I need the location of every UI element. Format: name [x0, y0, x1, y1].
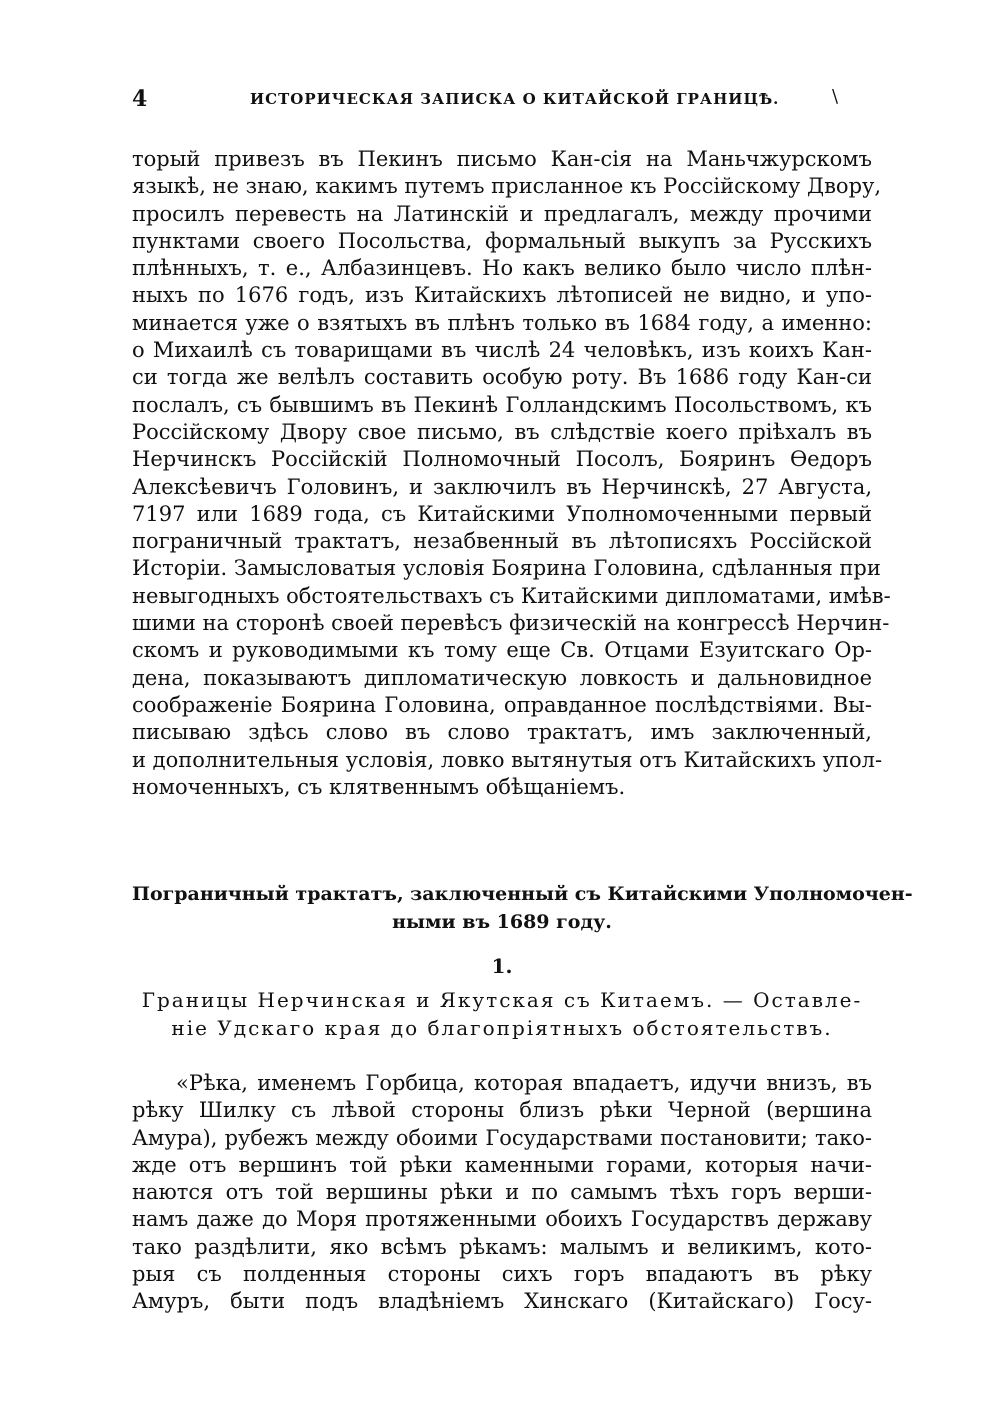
text-line: дена, показываютъ дипломатическую ловкость и дальновидное — [132, 665, 872, 690]
heading-line: ными въ 1689 году. — [392, 911, 612, 933]
text-line: номоченныхъ, съ клятвеннымъ обѣщаніемъ. — [132, 774, 626, 799]
page-number: 4 — [132, 86, 148, 112]
heading-line: Границы Нерчинская и Якутская съ Китаемъ. — Оставле- — [141, 988, 863, 1012]
text-line: шими на сторонѣ своей перевѣсъ физическій на конгрессѣ Нерчин- — [132, 611, 890, 636]
text-line: рыя съ полденныя стороны сихъ горъ впадаютъ въ рѣку — [132, 1262, 872, 1287]
paragraph-history — [132, 146, 891, 801]
heading-line: ніе Удскаго края до благопріятныхъ обстоятельствъ. — [171, 1016, 833, 1040]
text-line: тако раздѣлити, яко всѣмъ рѣкамъ: малымъ и великимъ, кото- — [132, 1234, 872, 1259]
text-line: Амура), рубежъ между обоими Государствами постановити; тако- — [132, 1125, 872, 1150]
text-line: наются отъ той вершины рѣки и по самымъ тѣхъ горъ верши- — [132, 1180, 872, 1205]
text-line: невыгодныхъ обстоятельствахъ съ Китайскими дипломатами, имѣв- — [132, 583, 891, 608]
text-line: торый привезъ въ Пекинъ письмо Кан-сія на Маньчжурскомъ — [132, 147, 872, 171]
text-line: Амуръ, быти подъ владѣніемъ Хинскаго (Китайскаго) Госу- — [132, 1289, 872, 1314]
text-line: «Рѣка, именемъ Горбица, которая впадаетъ, идучи внизъ, въ — [176, 1071, 872, 1095]
text-line: ныхъ по 1676 годъ, изъ Китайскихъ лѣтописей не видно, и упо- — [132, 283, 872, 308]
text-line: и дополнительныя условія, ловко вытянутыя отъ Китайскихъ упол- — [132, 747, 883, 772]
text-line: соображеніе Боярина Головина, оправданное послѣдствіями. Вы- — [132, 692, 872, 717]
text-line: писываю здѣсь слово въ слово трактатъ, имъ заключенный, — [132, 720, 872, 745]
paragraph-treaty-text — [132, 1070, 872, 1316]
text-line: языкѣ, не знаю, какимъ путемъ присланное къ Россійскому Двору, — [132, 174, 882, 199]
header-title: ИСТОРИЧЕСКАЯ ЗАПИСКА О КИТАЙСКОЙ ГРАНИЦѢ. — [250, 90, 780, 108]
text-line: жде отъ вершинъ той рѣки каменными горами, которыя начи- — [132, 1152, 872, 1177]
text-line: намъ даже до Моря протяженными обоихъ Государствъ державу — [132, 1207, 872, 1232]
text-line: 7197 или 1689 года, съ Китайскими Уполномоченными первый — [132, 501, 872, 526]
text-line: о Михаилѣ съ товарищами въ числѣ 24 человѣкъ, изъ коихъ Кан- — [132, 338, 872, 363]
text-line: плѣнныхъ, т. е., Албазинцевъ. Но какъ велико было число плѣн- — [132, 256, 872, 281]
article-heading — [132, 986, 872, 1042]
text-line: послалъ, съ бывшимъ въ Пекинѣ Голландскимъ Посольствомъ, къ — [132, 392, 872, 417]
heading-line: Пограничный трактатъ, заключенный съ Китайскими Уполномочен- — [132, 883, 913, 905]
text-line: просилъ перевесть на Латинскій и предлагалъ, между прочими — [132, 201, 872, 226]
text-line: пунктами своего Посольства, формальный выкупъ за Русскихъ — [132, 228, 872, 253]
text-line: Нерчинскъ Россійскій Полномочный Посолъ, Бояринъ Ѳедоръ — [132, 447, 872, 472]
stray-mark: \ — [832, 86, 839, 107]
text-line: Исторіи. Замысловатыя условія Боярина Головина, сдѣланныя при — [132, 556, 881, 581]
text-line: Россійскому Двору свое письмо, въ слѣдствіе коего пріѣхалъ въ — [132, 419, 872, 444]
treaty-heading — [132, 880, 913, 936]
running-head — [132, 86, 872, 114]
text-line: рѣку Шилку съ лѣвой стороны близъ рѣки Черной (вершина — [132, 1098, 872, 1123]
article-number: 1. — [491, 954, 513, 978]
text-line: Алексѣевичъ Головинъ, и заключилъ въ Нерчинскѣ, 27 Августа, — [132, 474, 872, 499]
text-line: пограничный трактатъ, незабвенный въ лѣтописяхъ Россійской — [132, 529, 872, 554]
text-line: скомъ и руководимыми къ тому еще Св. Отцами Езуитскаго Ор- — [132, 638, 872, 663]
text-line: минается уже о взятыхъ въ плѣнъ только въ 1684 году, а именно: — [132, 310, 872, 335]
text-line: си тогда же велѣлъ составить особую роту. Въ 1686 году Кан-си — [132, 365, 872, 390]
